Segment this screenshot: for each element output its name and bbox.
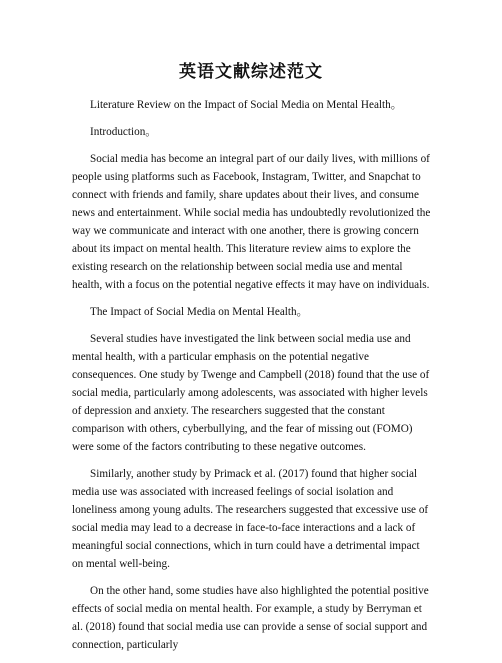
body-paragraph-3: On the other hand, some studies have also highlighted the potential positive effects of social media on mental health. For example, a study by Berryman et al. (2018) found that social media use can provide a sense of social support and connection, particularly [72, 585, 429, 651]
impact-section-heading: The Impact of Social Media on Mental Health。 [90, 306, 308, 318]
body-paragraph-1: Several studies have investigated the link between social media use and mental health, with a particular emphasis on the potential negative consequences. One study by Twenge and Campbell (2018) found that the use of social media, particularly among adolescents, was associated with higher levels of depression and anxiety. The researchers suggested that the constant comparison with others, cyberbullying, and the fear of missing out (FOMO) were some of the factors contributing to these negative outcomes. [72, 333, 430, 453]
introduction-heading: Introduction。 [90, 126, 157, 138]
document-body [72, 96, 432, 663]
body-paragraph-2: Similarly, another study by Primack et al. (2017) found that higher social media use was associated with increased feelings of social isolation and loneliness among young adults. The researchers suggested that excessive use of social media may lead to a decrease in face-to-face interactions and a lack of meaningful social connections, which in turn could have a detrimental impact on mental well-being. [72, 468, 429, 570]
document-title: 英语文献综述范文 [179, 62, 323, 82]
review-heading: Literature Review on the Impact of Social Media on Mental Health。 [90, 99, 402, 111]
introduction-paragraph: Social media has become an integral part of our daily lives, with millions of people using platforms such as Facebook, Instagram, Twitter, and Snapchat to connect with friends and family, share updates about their lives, and consume news and entertainment. While social media has undoubtedly revolutionized the way we communicate and interact with one another, there is growing concern about its impact on mental health. This literature review aims to explore the existing research on the relationship between social media use and mental health, with a focus on the potential negative effects it may have on individuals. [72, 153, 431, 291]
